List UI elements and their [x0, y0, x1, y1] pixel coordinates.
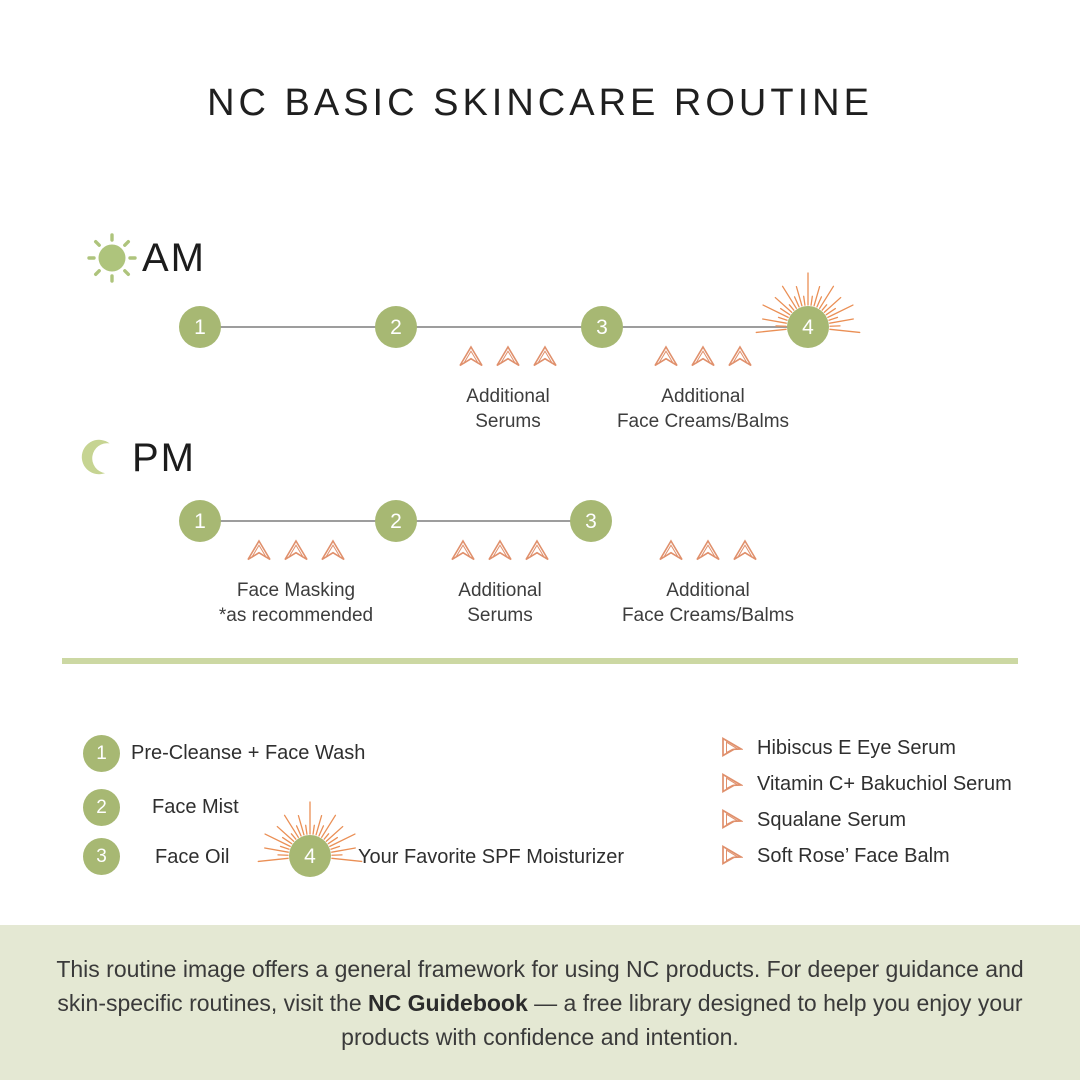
pm-header	[76, 432, 196, 484]
product-label: Squalane Serum	[757, 809, 906, 831]
product-label: Hibiscus E Eye Serum	[757, 737, 956, 759]
annotation-label: Additional Serums	[466, 386, 550, 432]
am-step-number: 4	[802, 315, 814, 339]
legend-number: 4	[304, 844, 316, 868]
am-step-number: 3	[596, 315, 608, 339]
triangle-arrow-icons	[458, 344, 558, 368]
legend-label-4: Your Favorite SPF Moisturizer	[358, 846, 625, 868]
pm-label: PM	[132, 435, 196, 480]
am-step-number: 1	[194, 315, 206, 339]
footer-note	[0, 925, 1080, 1080]
am-step-circle-3	[581, 306, 623, 348]
triangle-right-icon	[719, 772, 743, 796]
legend-circle-1	[83, 735, 120, 772]
pm-step-number: 1	[194, 509, 206, 533]
legend-label-3: Face Oil	[155, 846, 230, 868]
pm-step-number: 2	[390, 509, 402, 533]
am-annotation-creams	[593, 344, 813, 434]
footer-text-before: This routine image offers a general framework for using NC products. For deeper guidance and skin-specific routines, visit the	[56, 955, 1024, 1016]
annotation-label: Face Masking *as recommended	[218, 580, 374, 626]
triangle-arrow-icons	[658, 538, 758, 562]
am-label: AM	[142, 235, 206, 280]
legend-circle-3	[83, 838, 120, 875]
section-divider	[62, 658, 1018, 664]
legend-label-2: Face Mist	[152, 796, 239, 818]
triangle-arrow-icons	[653, 344, 753, 368]
page-title: NC BASIC SKINCARE ROUTINE	[207, 82, 873, 124]
footer-text	[35, 952, 1045, 1054]
pm-step-circle-2	[375, 500, 417, 542]
product-row-3	[719, 808, 906, 832]
annotation-label: Additional Face Creams/Balms	[616, 386, 790, 432]
pm-step-number: 3	[585, 509, 597, 533]
legend-label-1: Pre-Cleanse + Face Wash	[131, 742, 366, 764]
am-timeline-line	[200, 326, 808, 328]
am-annotation-serums	[408, 344, 608, 434]
legend-circle-4	[289, 835, 331, 877]
pm-annotation-creams	[598, 538, 818, 628]
am-header	[86, 232, 206, 284]
annotation-label: Additional Serums	[458, 580, 542, 626]
product-label: Soft Rose’ Face Balm	[757, 845, 950, 867]
guidebook-link-text: NC Guidebook	[368, 989, 528, 1016]
product-label: Vitamin C+ Bakuchiol Serum	[757, 773, 1012, 795]
pm-step-circle-3	[570, 500, 612, 542]
product-row-2	[719, 772, 1012, 796]
annotation-label: Additional Face Creams/Balms	[621, 580, 795, 626]
triangle-arrow-icons	[246, 538, 346, 562]
triangle-right-icon	[719, 808, 743, 832]
moon-icon	[76, 432, 128, 484]
am-step-circle-1	[179, 306, 221, 348]
legend-number: 2	[96, 797, 107, 818]
product-row-1	[719, 736, 956, 760]
product-row-4	[719, 844, 950, 868]
am-step-circle-2	[375, 306, 417, 348]
pm-annotation-masking	[186, 538, 406, 628]
pm-step-circle-1	[179, 500, 221, 542]
footer-text-after: — a free library designed to help you enjoy your products with confidence and intention.	[341, 989, 1023, 1050]
legend-circle-2	[83, 789, 120, 826]
am-step-number: 2	[390, 315, 402, 339]
triangle-right-icon	[719, 844, 743, 868]
sun-icon	[86, 232, 138, 284]
am-step-circle-4	[787, 306, 829, 348]
triangle-right-icon	[719, 736, 743, 760]
triangle-arrow-icons	[450, 538, 550, 562]
pm-annotation-serums	[400, 538, 600, 628]
legend-number: 1	[96, 743, 107, 764]
legend-number: 3	[96, 846, 107, 867]
